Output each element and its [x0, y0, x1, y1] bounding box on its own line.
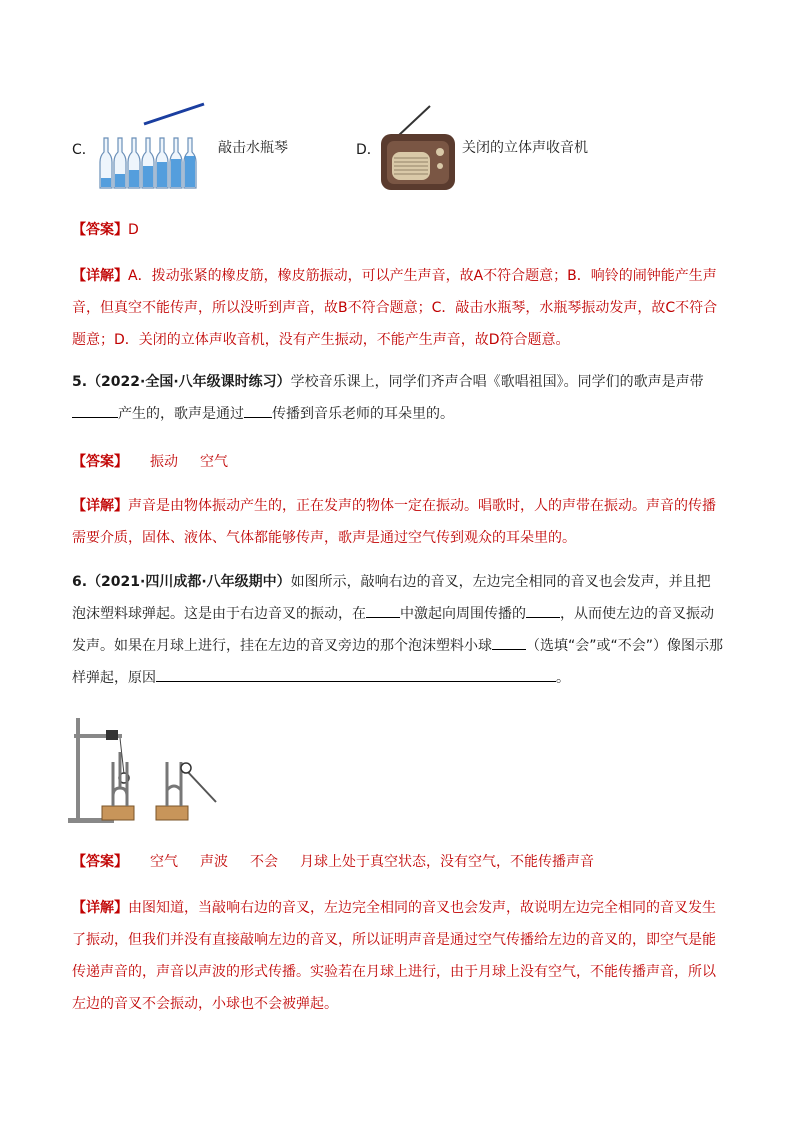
question-number: 5.: [72, 374, 88, 390]
q5-detail: 【详解】声音是由物体振动产生的，正在发声的物体一定在振动。唱歌时，人的声带在振动。声音的传播需要介质，固体、液体、气体都能够传声，歌声是通过空气传到观众的耳朵里的。: [72, 498, 716, 546]
q4-answer: [72, 220, 139, 240]
q6-answer: 【答案】 空气 声波 不会 月球上处于真空状态，没有空气，不能传播声音: [72, 854, 594, 870]
detail-tag: 【详解】: [72, 268, 128, 284]
fill-blank: [366, 601, 400, 618]
tuning-fork-apparatus-illustration: [66, 712, 222, 828]
question-source: （2022·全国·八年级课时练习）: [87, 374, 291, 390]
q5-answer: 【答案】 振动 空气: [72, 454, 228, 470]
option-c-letter: C．: [72, 142, 96, 158]
q5-stem: 5.（2022·全国·八年级课时练习）学校音乐课上，同学们齐声合唱《歌唱祖国》。同学们的歌声是声带产生的，歌声是通过 传播到音乐老师的耳朵里的。: [72, 374, 704, 422]
answer-tag: 【答案】: [72, 854, 128, 870]
option-c-text: 敲击水瓶琴: [218, 140, 288, 156]
water-bottle-xylophone-illustration: [98, 102, 210, 194]
fill-blank: [526, 601, 560, 618]
fill-blank: [156, 665, 556, 682]
option-d-text: 关闭的立体声收音机: [462, 140, 588, 156]
detail-tag: 【详解】: [72, 498, 128, 514]
fill-blank: [72, 401, 118, 418]
q6-detail: 【详解】由图知道，当敲响右边的音叉，左边完全相同的音叉也会发声，故说明左边完全相同的音叉发生了振动，但我们并没有直接敲响左边的音叉，所以证明声音是通过空气传播给左边的音叉的，即空气是能传递声音的，声音以声波的形式传播。实验若在月球上进行，由于月球上没有空气，不能传播声音，所以左边的音叉不会振动，小球也不会被弹起。: [72, 900, 716, 1012]
option-d-letter: D．: [356, 142, 381, 158]
question-source: （2021·四川成都·八年级期中）: [87, 574, 291, 590]
q6-stem: 6.（2021·四川成都·八年级期中）如图所示，敲响右边的音叉，左边完全相同的音叉也会发声，并且把泡沫塑料球弹起。这是由于右边音叉的振动，在 中激起向周围传播的 ，从而使左边的音叉振动发声。如果在月球上进行，挂在左边的音叉旁边的那个泡沫塑料小球 （选填“会”或“不会”）像图示那样弹起，原因 。: [72, 574, 724, 686]
fill-blank: [244, 401, 272, 418]
detail-tag: 【详解】: [72, 900, 128, 916]
answer-tag: 【答案】: [72, 454, 128, 470]
q4-detail: 【详解】A．拨动张紧的橡皮筋，橡皮筋振动，可以产生声音，故A不符合题意；B．响铃的闹钟能产生声音，但真空不能传声，所以没听到声音，故B不符合题意；C．敲击水瓶琴，水瓶琴振动发声，故C不符合题意；D．关闭的立体声收音机，没有产生振动，不能产生声音，故D符合题意。: [72, 268, 718, 348]
answer-value: D: [128, 222, 139, 238]
answer-tag: 【答案】: [72, 222, 128, 238]
radio-illustration: [378, 104, 458, 194]
fill-blank: [492, 633, 526, 650]
question-number: 6.: [72, 574, 88, 590]
